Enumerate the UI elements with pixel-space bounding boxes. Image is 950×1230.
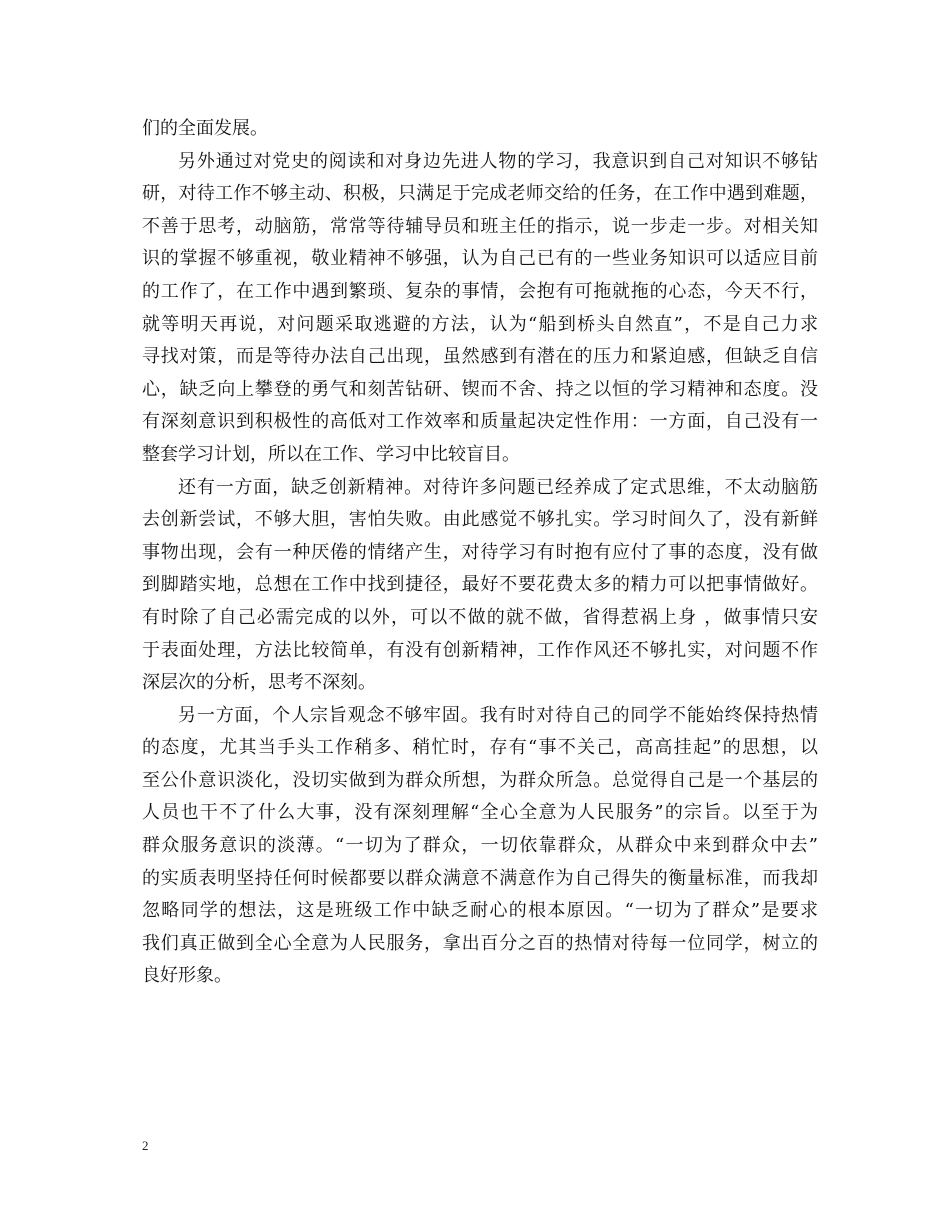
text-line: 到脚踏实地，总想在工作中找到捷径，最好不要花费太多的精力可以把事情做好。 [142,574,818,596]
text-line: 深层次的分析，思考不深刻。 [142,672,376,694]
text-line: 人员也干不了什么大事，没有深刻理解“全心全意为人民服务”的宗旨。以至于为 [142,802,818,824]
text-line: 整套学习计划，所以在工作、学习中比较盲目。 [142,443,520,465]
text-line: 另外通过对党史的阅读和对身边先进人物的学习，我意识到自己对知识不够钻 [178,150,818,172]
text-line: 另一方面，个人宗旨观念不够牢固。我有时对待自己的同学不能始终保持热情 [178,704,818,726]
text-line: 我们真正做到全心全意为人民服务，拿出百分之百的热情对待每一位同学，树立的 [142,932,818,954]
text-line: 于表面处理，方法比较简单，有没有创新精神，工作作风还不够扎实，对问题不作 [142,639,818,661]
text-line: 有时除了自己必需完成的以外，可以不做的就不做，省得惹祸上身 ，做事情只安 [142,606,818,628]
text-line: 们的全面发展。 [142,118,268,139]
body-text [142,113,818,993]
text-line: 至公仆意识淡化，没切实做到为群众所想，为群众所急。总觉得自己是一个基层的 [142,769,818,791]
text-line: 的实质表明坚持任何时候都要以群众满意不满意作为自己得失的衡量标准，而我却 [142,867,818,889]
text-line: 去创新尝试，不够大胆，害怕失败。由此感觉不够扎实。学习时间久了，没有新鲜 [142,509,818,531]
text-line: 的态度，尤其当手头工作稍多、稍忙时，存有“事不关己，高高挂起”的思想，以 [142,737,818,759]
text-line: 还有一方面，缺乏创新精神。对待许多问题已经养成了定式思维，不太动脑筋 [178,476,818,498]
text-line: 群众服务意识的淡薄。“一切为了群众，一切依靠群众，从群众中来到群众中去” [142,835,818,857]
text-line: 良好形象。 [142,965,232,987]
text-line: 忽略同学的想法，这是班级工作中缺乏耐心的根本原因。“一切为了群众”是要求 [142,900,818,922]
text-line: 寻找对策，而是等待办法自己出现，虽然感到有潜在的压力和紧迫感，但缺乏自信 [142,346,818,368]
text-line: 不善于思考，动脑筋，常常等待辅导员和班主任的指示，说一步走一步。对相关知 [142,215,818,237]
text-line: 研，对待工作不够主动、积极，只满足于完成老师交给的任务，在工作中遇到难题， [142,183,818,205]
text-line: 有深刻意识到积极性的高低对工作效率和质量起决定性作用：一方面，自己没有一 [142,411,818,433]
text-line: 就等明天再说，对问题采取逃避的方法，认为“船到桥头自然直”，不是自己力求 [142,313,818,335]
page-number: 2 [142,1138,149,1153]
text-line: 的工作了，在工作中遇到繁琐、复杂的事情，会抱有可拖就拖的心态，今天不行， [142,280,818,302]
text-line: 心，缺乏向上攀登的勇气和刻苦钻研、锲而不舍、持之以恒的学习精神和态度。没 [142,378,818,400]
text-line: 识的掌握不够重视，敬业精神不够强，认为自己已有的一些业务知识可以适应目前 [142,248,818,270]
text-line: 事物出现，会有一种厌倦的情绪产生，对待学习有时抱有应付了事的态度，没有做 [142,541,818,563]
